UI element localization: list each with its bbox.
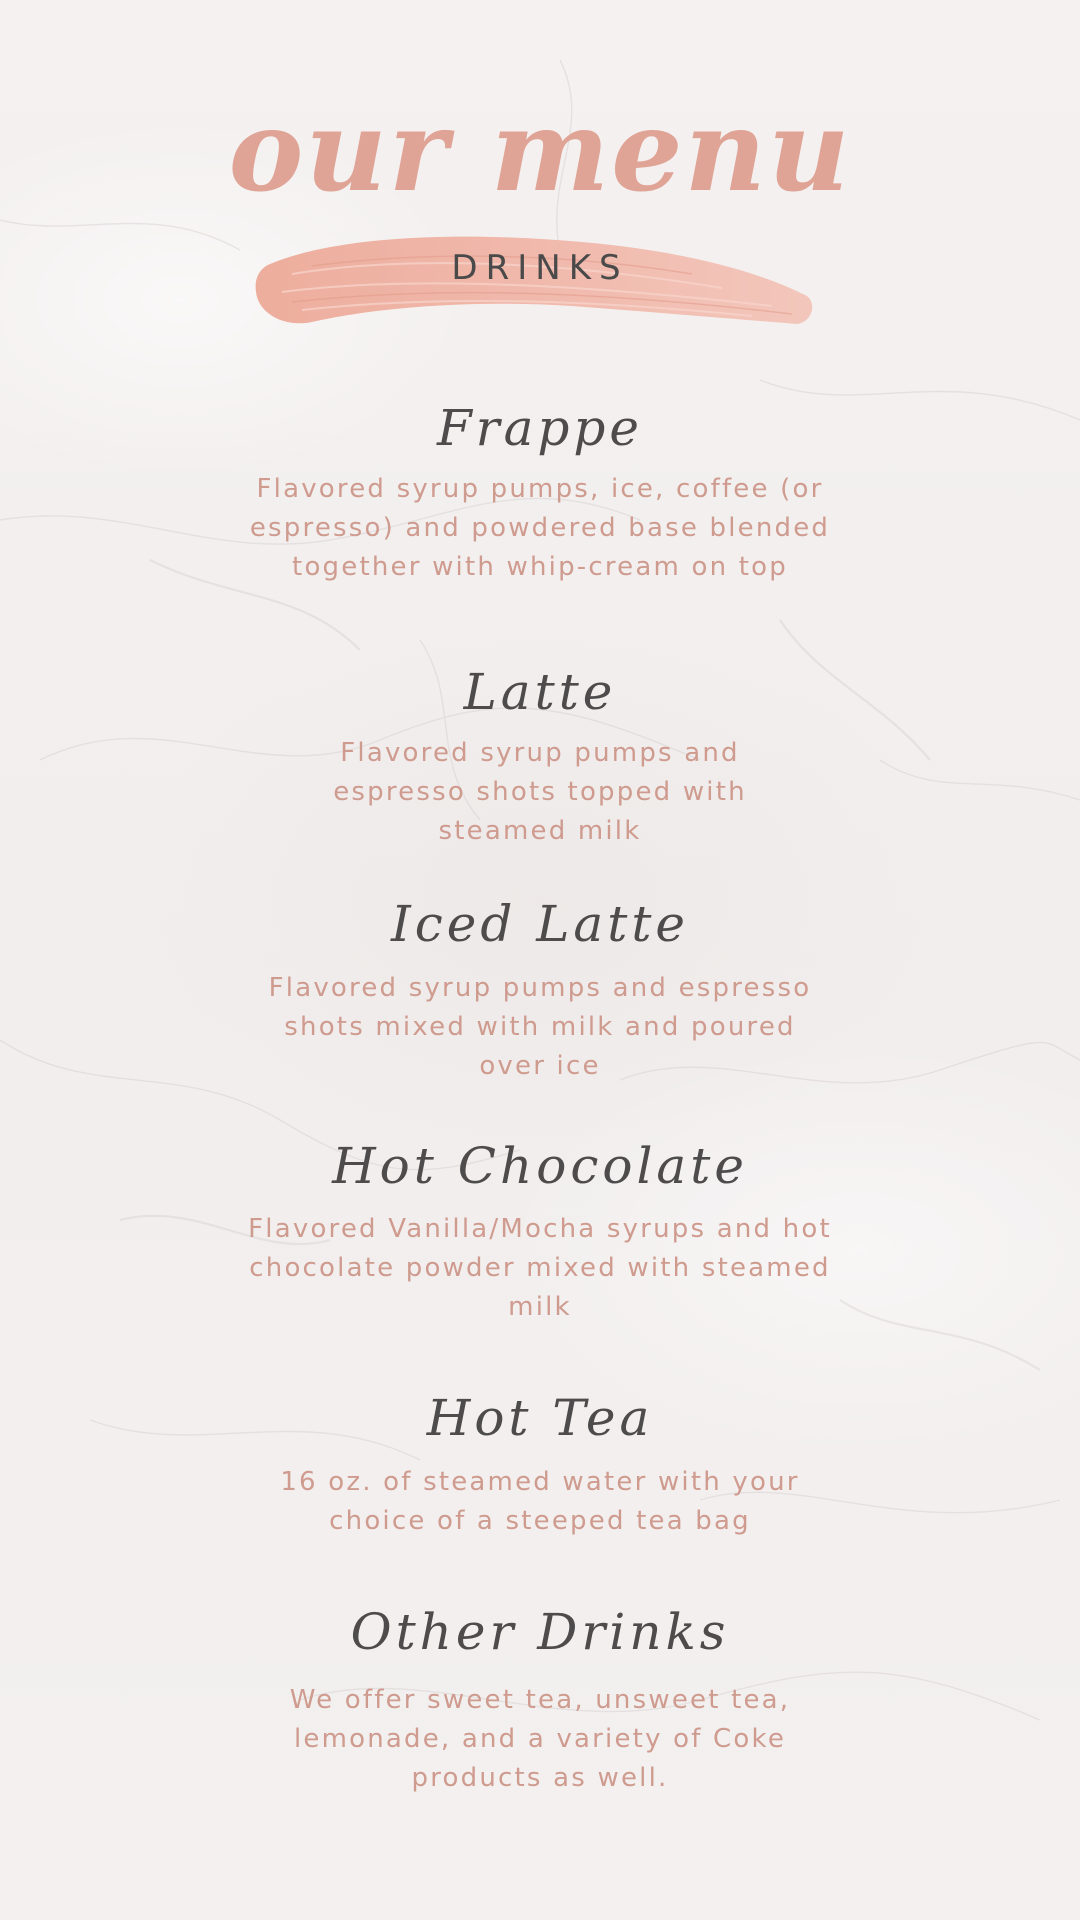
item-description-frappe: Flavored syrup pumps, ice, coffee (or espresso) and powdered base blended together with whip-cream on top bbox=[249, 474, 831, 582]
section-label: DRINKS bbox=[451, 248, 629, 288]
item-description-hot-chocolate: Flavored Vanilla/Mocha syrups and hot chocolate powder mixed with steamed milk bbox=[248, 1214, 832, 1322]
item-description-hot-tea: 16 oz. of steamed water with your choice of a steeped tea bag bbox=[280, 1467, 800, 1536]
menu-title: our menu bbox=[228, 86, 852, 217]
item-name-frappe: Frappe bbox=[436, 399, 643, 457]
item-description-latte: Flavored syrup pumps and espresso shots topped with steamed milk bbox=[333, 738, 747, 846]
item-name-latte: Latte bbox=[463, 663, 617, 721]
item-name-hot-chocolate: Hot Chocolate bbox=[332, 1137, 748, 1195]
item-name-other-drinks: Other Drinks bbox=[350, 1603, 730, 1661]
item-name-hot-tea: Hot Tea bbox=[426, 1389, 654, 1447]
item-description-other-drinks: We offer sweet tea, unsweet tea, lemonade, and a variety of Coke products as well. bbox=[289, 1685, 791, 1793]
item-name-iced-latte: Iced Latte bbox=[390, 895, 690, 953]
item-description-iced-latte: Flavored syrup pumps and espresso shots mixed with milk and poured over ice bbox=[268, 973, 812, 1081]
